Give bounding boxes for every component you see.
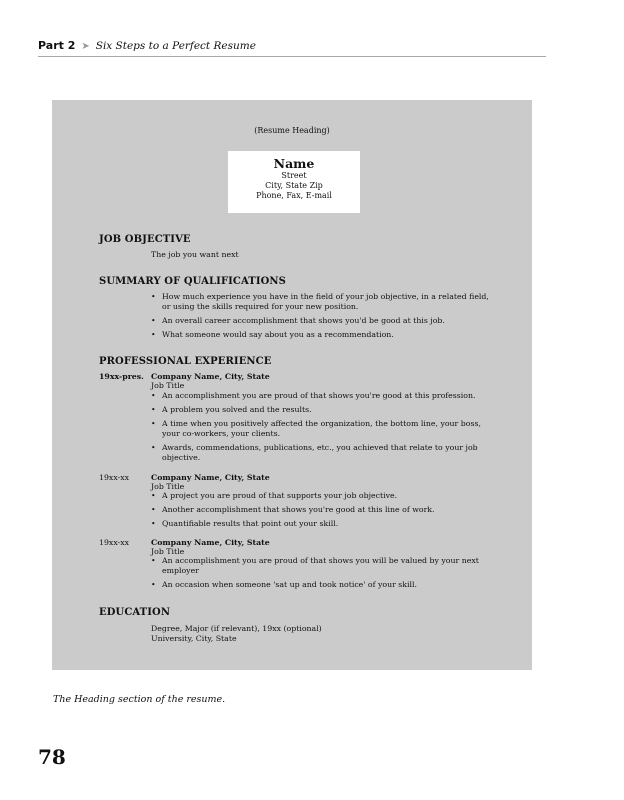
list-item: • An overall career accomplishment that shows you'd be good at this job. [151, 316, 491, 326]
list-item: • Quantifiable results that point out your skill. [151, 519, 491, 529]
list-item: • How much experience you have in the field of your job objective, in a related field, or using the skills required for your new position. [151, 292, 491, 312]
list-item: • A project you are proud of that supports your job objective. [151, 491, 491, 501]
job-company: Company Name, City, State [151, 538, 270, 547]
summary-heading: SUMMARY OF QUALIFICATIONS [99, 276, 286, 287]
summary-list [151, 292, 491, 344]
resume-street: Street [281, 171, 307, 180]
education-heading: EDUCATION [99, 607, 171, 618]
job-title: Job Title [151, 381, 185, 390]
job-title: Job Title [151, 482, 185, 491]
job-title: Job Title [151, 547, 185, 556]
job-bullets [151, 391, 491, 467]
resume-heading-label: (Resume Heading) [254, 126, 330, 135]
list-item: • An accomplishment you are proud of that shows you will be valued by your next employer [151, 556, 491, 576]
figure-caption: The Heading section of the resume. [53, 694, 226, 705]
resume-name: Name [273, 156, 315, 171]
list-item: • Another accomplishment that shows you're good at this line of work. [151, 505, 491, 515]
experience-heading: PROFESSIONAL EXPERIENCE [99, 356, 272, 367]
job-dates: 19xx-xx [99, 473, 130, 482]
job-company: Company Name, City, State [151, 372, 270, 381]
job-dates: 19xx-xx [99, 538, 130, 547]
job-objective-heading: JOB OBJECTIVE [99, 234, 191, 245]
education-degree: Degree, Major (if relevant), 19xx (optional) [151, 624, 322, 633]
list-item: • Awards, commendations, publications, etc., you achieved that relate to your job objective. [151, 443, 491, 463]
name-box [228, 151, 360, 213]
header-rule [38, 56, 546, 57]
job-objective-text: The job you want next [151, 250, 239, 259]
job-dates: 19xx-pres. [99, 372, 144, 381]
list-item: • An occasion when someone 'sat up and took notice' of your skill. [151, 580, 491, 590]
list-item: • An accomplishment you are proud of that shows you're good at this profession. [151, 391, 491, 401]
job-bullets [151, 556, 491, 594]
list-item: • A time when you positively affected the organization, the bottom line, your boss, your co-workers, your clients. [151, 419, 491, 439]
part-label: Part 2 [38, 39, 76, 52]
arrow-right-icon: ➤ [81, 41, 90, 52]
job-company: Company Name, City, State [151, 473, 270, 482]
chapter-title: Six Steps to a Perfect Resume [95, 40, 256, 52]
page-number: 78 [38, 745, 66, 769]
list-item: • A problem you solved and the results. [151, 405, 491, 415]
job-bullets [151, 491, 491, 533]
resume-city-state-zip: City, State Zip [265, 181, 323, 190]
running-head [38, 39, 546, 52]
list-item: • What someone would say about you as a recommendation. [151, 330, 491, 340]
education-school: University, City, State [151, 634, 237, 643]
resume-figure [52, 100, 532, 670]
resume-contact: Phone, Fax, E-mail [256, 191, 332, 200]
